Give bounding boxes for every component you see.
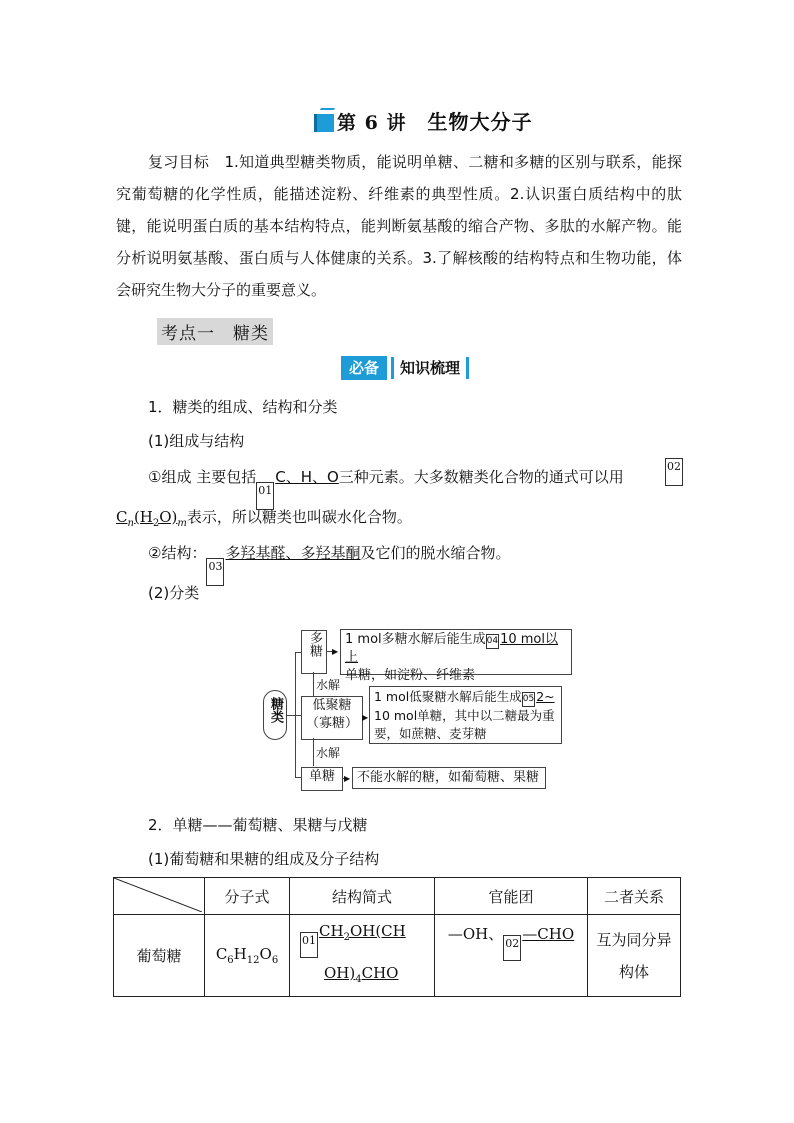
hydrolysis-label: 水解 [316, 678, 341, 692]
classification-diagram [258, 620, 568, 792]
s1-heading: 1．糖类的组成、结构和分类 [148, 398, 338, 416]
poly-desc1: 1 mol多糖水解后能生成 [345, 632, 486, 647]
blank-number: 02 [665, 458, 683, 486]
composition-suffix: 表示，所以糖类也叫碳水化合物。 [186, 508, 412, 526]
section-label: 考点一 糖类 [157, 318, 273, 345]
mono-label: 单糖 [308, 769, 335, 784]
relation-2: 构体 [618, 962, 649, 981]
header-cell: 结构简式 [290, 878, 435, 915]
structure-suffix: 及它们的脱水缩合物。 [360, 544, 511, 562]
lecture-topic: 生物大分子 [427, 110, 533, 134]
blank-number: 05 [522, 692, 535, 707]
blank-number: 01 [256, 482, 274, 510]
structure-part2: $OH)_4CHO$ [324, 964, 399, 985]
mono-node [301, 767, 343, 791]
root-label: 糖类 [268, 697, 283, 723]
poly-desc3: 单糖，如淀粉、纤维素 [345, 668, 476, 683]
badge-left: 必备 [341, 356, 387, 380]
blank-number: 01 [300, 932, 318, 958]
composition-prefix: ①组成 主要包括 [148, 468, 257, 486]
poly-label: 多糖 [307, 631, 322, 657]
s1-sub2: (2)分类 [148, 584, 200, 602]
goals-label: 复习目标 [148, 153, 210, 171]
poly-node [301, 630, 327, 674]
oligo-desc [369, 686, 562, 744]
mono-desc: 不能水解的糖，如葡萄糖、果糖 [352, 767, 546, 789]
s2-heading: 2．单糖——葡萄糖、果糖与戊糖 [148, 816, 368, 834]
structure-part1: $CH_2OH(CH$ [319, 922, 406, 943]
oligo-desc3: 10 mol单糖，其中以二糖最为重 [374, 708, 555, 723]
header-cell: 分子式 [205, 878, 290, 915]
relation [588, 915, 681, 997]
hydrolysis-label: 水解 [316, 746, 341, 760]
lecture-number: 第 6 讲 [337, 112, 407, 134]
header-cell: 官能团 [435, 878, 588, 915]
goals-text: 1.知道典型糖类物质，能说明单糖、二糖和多糖的区别与联系，能探究葡萄糖的化学性质，能描述淀粉、纤维素的典型性质。2.认识蛋白质结构中的肽键，能说明蛋白质的基本结构特点，能判断氨基酸的缩合产物、多肽的水解产物。能分析说明氨基酸、蛋白质与人体健康的关系。3.了解核酸的结构特点和生物功能，体会研究生物大分子的重要意义。 [116, 153, 682, 299]
review-goals [116, 146, 682, 306]
molecular-formula: $C_6H_{12}O_6$ [205, 915, 290, 997]
page-title [314, 106, 532, 135]
connector [287, 715, 295, 716]
structure-line [148, 542, 510, 586]
formula-line [116, 506, 412, 529]
table-row [114, 915, 681, 997]
structure-prefix: ②结构： [148, 544, 207, 562]
oligo-answer: 2~ [536, 689, 555, 704]
poly-desc [340, 629, 572, 683]
badge-right: 知识梳理 [391, 357, 469, 379]
oligo-node [301, 696, 363, 740]
sugar-table [113, 877, 681, 997]
row-name: 葡萄糖 [114, 915, 205, 997]
relation-1: 互为同分异 [596, 930, 672, 949]
answer-structure: 多羟基醛、多羟基酮 [225, 544, 361, 562]
composition-line [148, 460, 684, 510]
arrow-head: ▶ [362, 713, 369, 722]
answer-elements: C、H、O [275, 468, 339, 486]
arrow-head: ▶ [344, 774, 351, 783]
oligo-desc4: 要，如蔗糖、麦芽糖 [374, 726, 487, 741]
blank-number: 02 [503, 935, 521, 961]
header-cell: 二者关系 [588, 878, 681, 915]
poly-answer: 10 mol以上 [345, 632, 558, 665]
oligo-desc1: 1 mol低聚糖水解后能生成 [374, 689, 522, 704]
blank-number: 03 [206, 558, 224, 586]
composition-mid: 三种元素。大多数糖类化合物的通式可以用 [338, 468, 624, 486]
functional-groups [435, 915, 588, 997]
root-node [263, 690, 287, 740]
s2-sub1: (1)葡萄糖和果糖的组成及分子结构 [148, 850, 380, 868]
oligo-alt: （寡糖） [305, 716, 358, 731]
book-icon [314, 114, 334, 132]
diagonal-line [114, 878, 202, 912]
structure-formula [290, 915, 435, 997]
table-header-row [114, 878, 681, 915]
arrow [313, 738, 314, 766]
fg-answer: —CHO [522, 925, 575, 943]
knowledge-badge [341, 356, 469, 380]
s1-sub1: (1)组成与结构 [148, 432, 245, 450]
arrow-head: ▶ [332, 647, 339, 656]
general-formula: $C_n(H_2O)_m$ [116, 508, 187, 529]
fg-prefix: —OH、 [447, 925, 504, 943]
oligo-label: 低聚糖 [312, 698, 352, 713]
blank-number: 04 [486, 634, 499, 649]
diagonal-cell [114, 878, 205, 915]
arrow [313, 672, 314, 696]
